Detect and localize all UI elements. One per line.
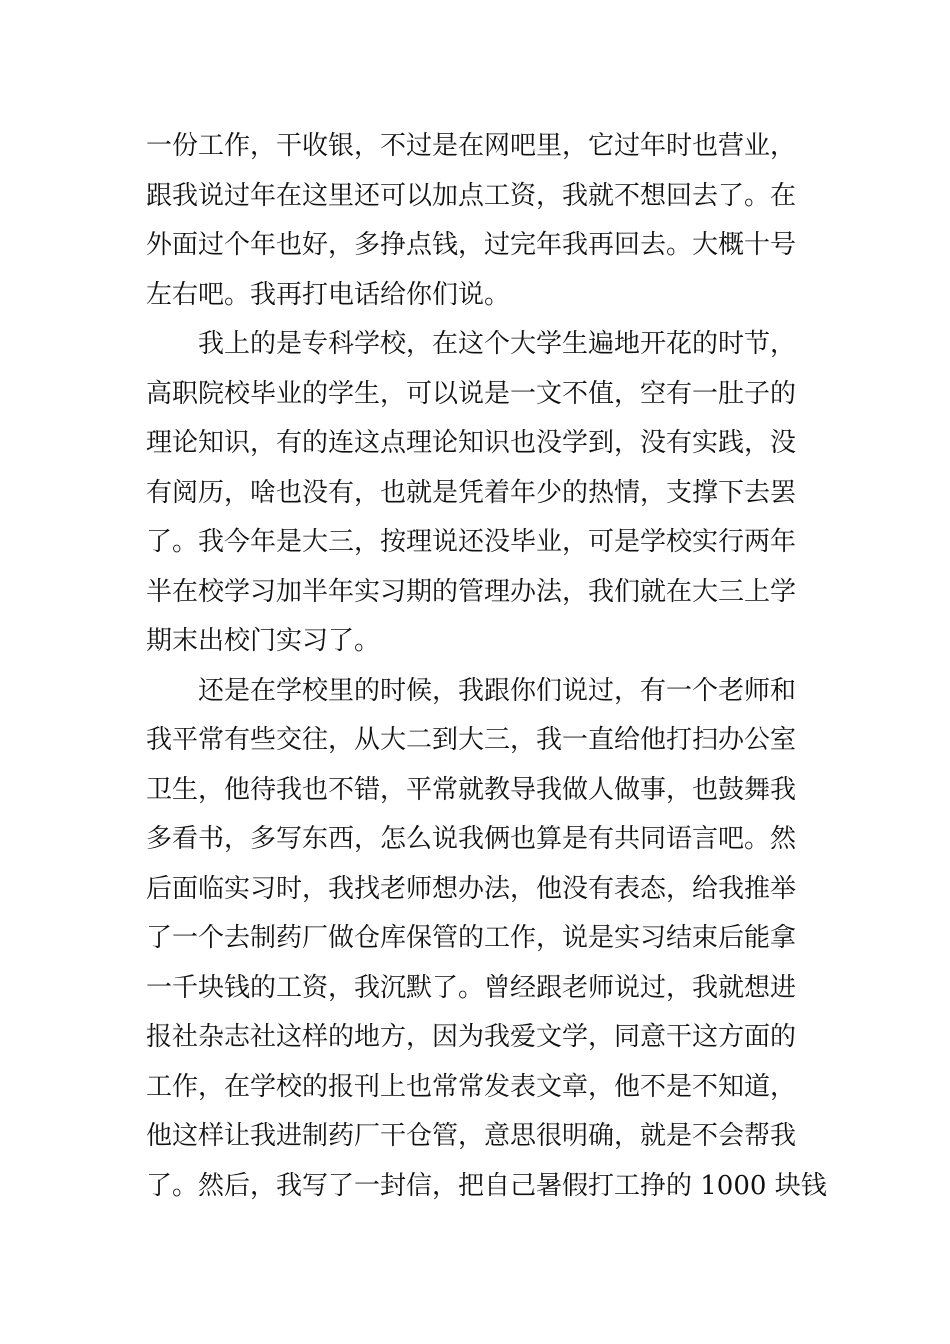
text-line: 卫生，他待我也不错，平常就教导我做人做事，也鼓舞我 bbox=[146, 774, 797, 805]
text-line: 了。然后，我写了一封信，把自己暑假打工挣的 1000 块钱 bbox=[146, 1170, 827, 1201]
paragraph-first-line: 还是在学校里的时候，我跟你们说过，有一个老师和 bbox=[198, 675, 797, 706]
text-line: 左右吧。我再打电话给你们说。 bbox=[146, 279, 511, 310]
text-line: 他这样让我进制药厂干仓管，意思很明确，就是不会帮我 bbox=[146, 1121, 797, 1151]
text-line: 有阅历，啥也没有，也就是凭着年少的热情，支撑下去罢 bbox=[146, 477, 797, 508]
text-line: 报社杂志社这样的地方，因为我爱文学，同意干这方面的 bbox=[146, 1022, 797, 1052]
text-line: 一份工作，干收银，不过是在网吧里，它过年时也营业， bbox=[146, 131, 797, 161]
text-line: 外面过个年也好，多挣点钱，过完年我再回去。大概十号 bbox=[146, 230, 797, 260]
text-line: 后面临实习时，我找老师想办法，他没有表态，给我推举 bbox=[146, 873, 797, 904]
text-line: 高职院校毕业的学生，可以说是一文不值，空有一肚子的 bbox=[146, 378, 797, 409]
text-line: 了一个去制药厂做仓库保管的工作，说是实习结束后能拿 bbox=[146, 923, 797, 953]
paragraph-first-line: 我上的是专科学校，在这个大学生遍地开花的时节， bbox=[198, 329, 797, 359]
text-line: 理论知识，有的连这点理论知识也没学到，没有实践，没 bbox=[146, 428, 797, 458]
text-line: 跟我说过年在这里还可以加点工资，我就不想回去了。在 bbox=[146, 180, 797, 211]
text-line: 半在校学习加半年实习期的管理办法，我们就在大三上学 bbox=[146, 576, 797, 607]
text-line: 期末出校门实习了。 bbox=[146, 626, 381, 656]
text-line: 一千块钱的工资，我沉默了。曾经跟老师说过，我就想进 bbox=[146, 972, 797, 1003]
text-line: 了。我今年是大三，按理说还没毕业，可是学校实行两年 bbox=[146, 527, 797, 557]
document-body bbox=[146, 122, 827, 1211]
text-line: 工作，在学校的报刊上也常常发表文章，他不是不知道， bbox=[146, 1071, 797, 1102]
text-line: 我平常有些交往，从大二到大三，我一直给他打扫办公室 bbox=[146, 725, 797, 755]
text-line: 多看书，多写东西，怎么说我俩也算是有共同语言吧。然 bbox=[146, 824, 797, 854]
